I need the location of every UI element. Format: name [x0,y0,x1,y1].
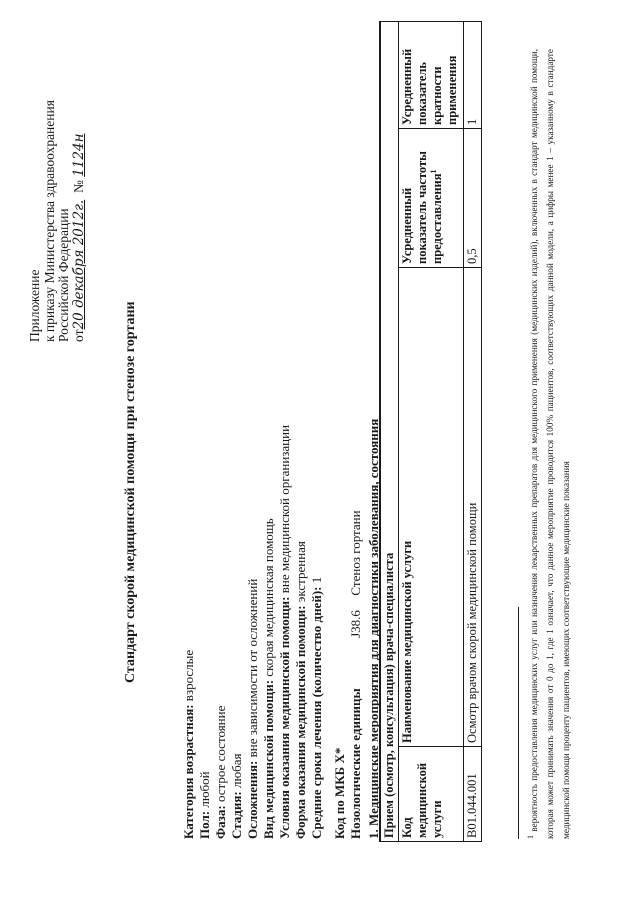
footnote [526,49,574,839]
meta-row: Осложнения: вне зависимости от осложнений [245,578,260,839]
meta-row: Форма оказания медицинской помощи: экстренная [293,541,308,839]
section-heading: 1. Медицинские мероприятия для диагностики заболевания, состояния [366,418,381,839]
col-freq-header: Усредненный показатель частоты предоставления$^1$ [399,129,464,268]
col-name-header: Наименование медицинской услуги [399,268,464,747]
meta-row: Стадия: любая [229,753,244,839]
document-title: Стандарт скорой медицинской помощи при стенозе гортани [123,301,138,683]
handwritten-number: 1124н [70,133,87,177]
meta-row: Категория возрастная: взрослые [181,649,196,839]
icd-label: Код по МКБ X* [332,747,347,839]
nosology-row: Нозологические единицы J38.6 Стеноз гортани [348,510,363,839]
meta-row: Вид медицинской помощи: скорая медицинская помощь [261,518,276,839]
appendix-line-2: к приказу Министерства здравоохранения [41,100,57,342]
number-prefix: № [70,180,86,194]
footnote-text: вероятность предоставления медицинских услуг или назначения лекарственных препаратов для медицинского применения (медицинских изделий), включенных в стандарт медицинской помощи, которая может принимать значения от 0 до 1, где 1 означает, что данное мероприятие проводится 100% пациентов, соответствующих данной модели, а цифры менее 1 – указанному в стандарте медицинской помощи проценту пациентов, имеющих соответствующие медицинские показания [529,49,571,839]
meta-row: Условия оказания медицинской помощи: вне медицинской организации [277,424,292,839]
table-header-row [399,22,464,842]
row-name: Осмотр врачом скорой медицинской помощи [464,268,482,747]
appendix-line-1: Приложение [27,269,42,342]
date-prefix: от [70,329,86,342]
col-mult-header: Усредненный показатель кратности применения [399,22,464,129]
meta-row: Фаза: острое состояние [213,705,228,839]
services-table [379,21,482,842]
meta-row: Пол: любой [197,771,212,839]
handwritten-date: 20 декабря 2012г. [70,199,87,330]
appendix-date-line [72,100,87,342]
table-row [464,22,482,842]
footnote-rule [518,607,519,839]
appendix-line-3: Российской Федерации [56,208,71,342]
footnote-marker: 1 [525,835,535,839]
table-subheading: Прием (осмотр, консультация) врача-специалиста [380,22,399,842]
appendix-block [28,100,86,342]
icd-name: Стеноз гортани [348,510,363,596]
row-mult: 1 [464,22,482,129]
col-code-header: Код медицинской услуги [399,747,464,842]
meta-row: Средние сроки лечения (количество дней): 1 [309,576,324,839]
row-freq: 0,5 [464,129,482,268]
icd-code: J38.6 [348,610,363,638]
row-code: B01.044.001 [464,747,482,842]
